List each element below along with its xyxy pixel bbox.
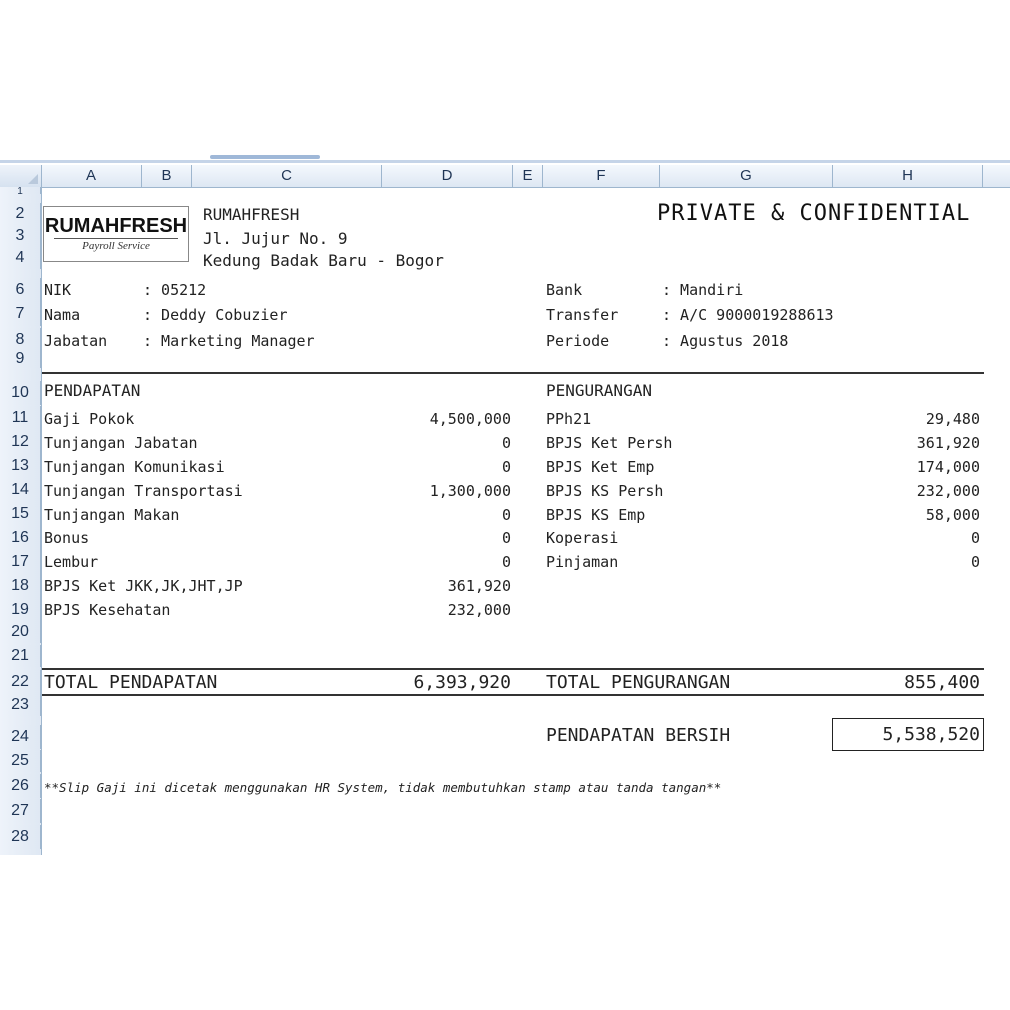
pendapatan-item-value: 0	[501, 458, 511, 476]
row-header-4[interactable]: 4	[0, 247, 41, 269]
pendapatan-item-value: 361,920	[447, 577, 511, 595]
column-header-g[interactable]: G	[660, 165, 833, 187]
row-header-3[interactable]: 3	[0, 225, 41, 247]
pengurangan-item-value: 361,920	[916, 434, 980, 452]
row-header-15[interactable]: 15	[0, 502, 41, 526]
row-header-19[interactable]: 19	[0, 598, 41, 622]
row-header-2[interactable]: 2	[0, 203, 41, 225]
pendapatan-item-label: Tunjangan Komunikasi	[44, 458, 225, 476]
row-header-26[interactable]: 26	[0, 774, 41, 798]
row-header-27[interactable]: 27	[0, 799, 41, 823]
row-header-23[interactable]: 23	[0, 694, 41, 716]
logo-subtitle: Payroll Service	[82, 240, 150, 252]
pendapatan-bersih-value: 5,538,520	[882, 724, 980, 745]
column-header-f[interactable]: F	[543, 165, 660, 187]
pengurangan-item-value: 58,000	[925, 506, 980, 524]
pengurangan-item-label: PPh21	[546, 410, 592, 428]
row-header-11[interactable]: 11	[0, 406, 41, 430]
total-pengurangan-label: TOTAL PENGURANGAN	[546, 672, 731, 693]
pengurangan-header: PENGURANGAN	[546, 381, 652, 400]
row-header-14[interactable]: 14	[0, 478, 41, 502]
row-header-18[interactable]: 18	[0, 574, 41, 598]
bank-value: : Mandiri	[662, 281, 744, 299]
row-header-28[interactable]: 28	[0, 825, 41, 849]
pengurangan-item-label: BPJS KS Persh	[546, 482, 664, 500]
nama-label: Nama	[44, 306, 81, 324]
pendapatan-item-value: 1,300,000	[429, 482, 511, 500]
pengurangan-item-label: BPJS Ket Persh	[546, 434, 673, 452]
row-header-7[interactable]: 7	[0, 302, 41, 326]
pendapatan-item-label: Bonus	[44, 529, 90, 547]
logo-name: RUMAHFRESH	[44, 215, 188, 237]
row-header-8[interactable]: 8	[0, 328, 41, 352]
pendapatan-bersih-label: PENDAPATAN BERSIH	[546, 725, 731, 746]
row-header-13[interactable]: 13	[0, 454, 41, 478]
sheet-tab-indicator[interactable]	[210, 155, 320, 159]
row-header-12[interactable]: 12	[0, 430, 41, 454]
pendapatan-item-value: 0	[501, 529, 511, 547]
section-rule-top	[42, 372, 984, 374]
row-header-25[interactable]: 25	[0, 750, 41, 772]
row-header-6[interactable]: 6	[0, 278, 41, 302]
pengurangan-item-label: BPJS KS Emp	[546, 506, 646, 524]
row-header-10[interactable]: 10	[0, 381, 41, 405]
row-header-22[interactable]: 22	[0, 670, 41, 694]
pendapatan-item-value: 0	[501, 434, 511, 452]
pendapatan-item-label: BPJS Ket JKK,JK,JHT,JP	[44, 577, 243, 595]
jabatan-value: : Marketing Manager	[143, 332, 315, 350]
jabatan-label: Jabatan	[44, 332, 108, 350]
footnote: **Slip Gaji ini dicetak menggunakan HR System, tidak membutuhkan stamp atau tanda tangan**	[44, 780, 722, 795]
pengurangan-item-value: 0	[970, 553, 980, 571]
pendapatan-item-label: Lembur	[44, 553, 99, 571]
pendapatan-header: PENDAPATAN	[44, 381, 141, 400]
company-address-1: Jl. Jujur No. 9	[203, 229, 348, 248]
row-header-1[interactable]: 1	[0, 187, 41, 194]
pendapatan-item-value: 4,500,000	[429, 410, 511, 428]
company-name: RUMAHFRESH	[203, 205, 300, 224]
company-logo	[43, 206, 189, 262]
ribbon-edge	[0, 160, 1010, 163]
row-header-17[interactable]: 17	[0, 550, 41, 574]
row-header-24[interactable]: 24	[0, 725, 41, 749]
nama-value: : Deddy Cobuzier	[143, 306, 288, 324]
pendapatan-item-value: 0	[501, 553, 511, 571]
pengurangan-item-value: 232,000	[916, 482, 980, 500]
row-header-21[interactable]: 21	[0, 645, 41, 667]
pendapatan-item-value: 0	[501, 506, 511, 524]
pengurangan-item-value: 174,000	[916, 458, 980, 476]
periode-label: Periode	[546, 332, 610, 350]
pendapatan-item-label: BPJS Kesehatan	[44, 601, 171, 619]
pengurangan-item-label: Koperasi	[546, 529, 619, 547]
pengurangan-item-label: BPJS Ket Emp	[546, 458, 655, 476]
column-header-e[interactable]: E	[513, 165, 543, 187]
totals-rule-bottom	[42, 694, 984, 696]
pendapatan-item-value: 232,000	[447, 601, 511, 619]
column-header-c[interactable]: C	[192, 165, 382, 187]
confidential-title: PRIVATE & CONFIDENTIAL	[657, 201, 971, 226]
pengurangan-item-value: 29,480	[925, 410, 980, 428]
column-header-h[interactable]: H	[833, 165, 983, 187]
nik-label: NIK	[44, 281, 72, 299]
periode-value: : Agustus 2018	[662, 332, 789, 350]
column-header-b[interactable]: B	[142, 165, 192, 187]
row-header-20[interactable]: 20	[0, 621, 41, 643]
nik-value: : 05212	[143, 281, 207, 299]
pendapatan-item-label: Gaji Pokok	[44, 410, 135, 428]
pendapatan-item-label: Tunjangan Jabatan	[44, 434, 198, 452]
bank-label: Bank	[546, 281, 583, 299]
transfer-value: : A/C 9000019288613	[662, 306, 834, 324]
logo-divider	[54, 238, 178, 239]
company-address-2: Kedung Badak Baru - Bogor	[203, 251, 444, 270]
pengurangan-item-value: 0	[970, 529, 980, 547]
select-all-corner[interactable]	[0, 165, 42, 187]
pengurangan-item-label: Pinjaman	[546, 553, 619, 571]
column-header-bar	[0, 165, 1010, 188]
column-header-a[interactable]: A	[41, 165, 142, 187]
total-pengurangan-value: 855,400	[904, 672, 980, 693]
row-header-16[interactable]: 16	[0, 526, 41, 550]
column-header-d[interactable]: D	[382, 165, 513, 187]
row-header-9[interactable]: 9	[0, 350, 41, 368]
pendapatan-item-label: Tunjangan Transportasi	[44, 482, 243, 500]
pendapatan-item-label: Tunjangan Makan	[44, 506, 180, 524]
totals-rule-top	[42, 668, 984, 670]
total-pendapatan-label: TOTAL PENDAPATAN	[44, 672, 218, 693]
total-pendapatan-value: 6,393,920	[413, 672, 511, 693]
transfer-label: Transfer	[546, 306, 619, 324]
